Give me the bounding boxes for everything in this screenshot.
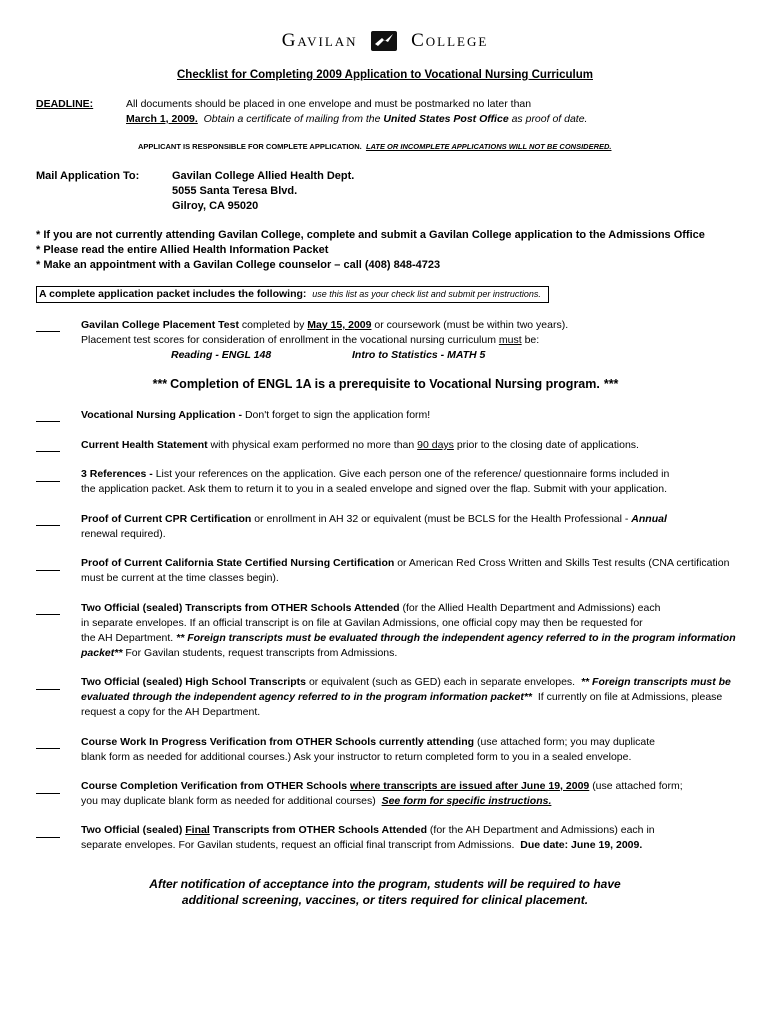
see-form-link: See form for specific instructions. bbox=[381, 795, 552, 807]
item-text: (for the AH Department and Admissions) each in bbox=[429, 824, 655, 836]
item-course-completion bbox=[81, 779, 731, 809]
hawk-logo-icon bbox=[370, 30, 398, 52]
placement-date: May 15, 2009 bbox=[307, 319, 372, 331]
stars: *** bbox=[152, 377, 167, 391]
deadline-end: as proof of date. bbox=[511, 113, 588, 125]
checkbox-blank[interactable] bbox=[36, 525, 60, 526]
item-text: For Gavilan students, request transcripts from Admissions. bbox=[125, 647, 398, 659]
deadline-label: DEADLINE: bbox=[36, 98, 94, 110]
college-header bbox=[0, 27, 770, 54]
deadline-line1: All documents should be placed in one envelope and must be postmarked no later than bbox=[126, 98, 532, 110]
item-text: the AH Department. bbox=[81, 632, 174, 644]
item-title: 3 References - bbox=[81, 468, 153, 480]
checkbox-blank[interactable] bbox=[36, 689, 60, 690]
item-text: (use attached form; bbox=[592, 780, 683, 792]
deadline-date: March 1, 2009. bbox=[126, 113, 198, 125]
deadline-text bbox=[126, 97, 587, 127]
footer-line: additional screening, vaccines, or titers required for clinical placement. bbox=[181, 893, 589, 907]
checkbox-blank[interactable] bbox=[36, 331, 60, 332]
college-name-left: Gavilan bbox=[281, 29, 358, 51]
foreign-note: ** Foreign transcripts must be evaluated through the independent agency referred to in the program information bbox=[176, 632, 736, 644]
item-text: with physical exam performed no more than bbox=[210, 439, 415, 451]
college-name-right: College bbox=[411, 29, 489, 51]
stats-req: Intro to Statistics - MATH 5 bbox=[352, 349, 486, 361]
mail-line3: Gilroy, CA 95020 bbox=[172, 200, 259, 212]
checkbox-blank[interactable] bbox=[36, 837, 60, 838]
checkbox-blank[interactable] bbox=[36, 451, 60, 452]
footer-note bbox=[0, 876, 770, 908]
item-transcripts bbox=[81, 601, 736, 661]
due-date: Due date: June 19, 2009. bbox=[520, 839, 643, 851]
item-text: must be current at the time classes begin). bbox=[81, 572, 279, 584]
item-text: Don't forget to sign the application form! bbox=[244, 409, 431, 421]
item-text: request a copy for the AH Department. bbox=[81, 706, 261, 718]
item-text: in separate envelopes. If an official transcript is on file at Gavilan Admissions, one official copy may then be requested for bbox=[81, 617, 643, 629]
item-title: Two Official (sealed) Transcripts from OTHER Schools Attended bbox=[81, 602, 400, 614]
must-text: must bbox=[498, 334, 522, 346]
item-text: prior to the closing date of applications. bbox=[456, 439, 639, 451]
item-text: be: bbox=[524, 334, 540, 346]
transcripts-after-note: where transcripts are issued after June 19, 2009 bbox=[349, 780, 590, 792]
item-title: Vocational Nursing Application - bbox=[81, 409, 243, 421]
box-heading: A complete application packet includes the following: bbox=[39, 288, 307, 300]
mail-address bbox=[172, 169, 354, 214]
item-placement-test bbox=[81, 318, 731, 363]
bullet-item: * Make an appointment with a Gavilan College counselor – call (408) 848-4723 bbox=[36, 259, 441, 271]
item-text: or American Red Cross Written and Skills Test results (CNA certification bbox=[397, 557, 730, 569]
foreign-note: ** Foreign transcripts must be bbox=[580, 676, 731, 688]
item-text: If currently on file at Admissions, please bbox=[537, 691, 723, 703]
bullet-list bbox=[36, 228, 705, 273]
reading-req: Reading - ENGL 148 bbox=[171, 349, 272, 361]
item-title: Course Work In Progress Verification from OTHER Schools currently attending bbox=[81, 736, 475, 748]
item-text: or enrollment in AH 32 or equivalent (must be BCLS for the Health Professional - bbox=[254, 513, 629, 525]
item-title: Two Official (sealed) High School Transcripts bbox=[81, 676, 307, 688]
item-title: Proof of Current California State Certified Nursing Certification bbox=[81, 557, 395, 569]
item-cna bbox=[81, 556, 731, 586]
checkbox-blank[interactable] bbox=[36, 793, 60, 794]
item-text: (use attached form; you may duplicate bbox=[476, 736, 655, 748]
item-title: Course Completion Verification from OTHER Schools bbox=[81, 780, 348, 792]
mail-label: Mail Application To: bbox=[36, 170, 140, 182]
item-vn-application bbox=[81, 408, 731, 423]
checkbox-blank[interactable] bbox=[36, 614, 60, 615]
deadline-instruction: Obtain a certificate of mailing from the bbox=[203, 113, 381, 125]
final-word: Final bbox=[185, 824, 210, 836]
foreign-note: evaluated through the independent agency referred to in the program information packet** bbox=[81, 691, 532, 703]
item-text: blank form as needed for additional courses.) Ask your instructor to return completed form to you in a sealed envelope. bbox=[81, 751, 632, 763]
item-text: separate envelopes. For Gavilan students, request an official final transcript from Admissions. bbox=[81, 839, 515, 851]
item-text: Placement test scores for consideration of enrollment in the vocational nursing curriculum bbox=[81, 334, 496, 346]
days-text: 90 days bbox=[417, 439, 454, 451]
item-title: Two Official (sealed) bbox=[81, 824, 183, 836]
item-title: Proof of Current CPR Certification bbox=[81, 513, 252, 525]
item-title: Transcripts from OTHER Schools Attended bbox=[212, 824, 427, 836]
notice-late: LATE OR INCOMPLETE APPLICATIONS WILL NOT BE CONSIDERED. bbox=[365, 142, 612, 151]
item-text: completed by bbox=[241, 319, 305, 331]
item-title: Current Health Statement bbox=[81, 439, 208, 451]
item-health-statement bbox=[81, 438, 731, 453]
item-text: List your references on the application. Give each person one of the reference/ questionnaire forms included in bbox=[155, 468, 670, 480]
box-instruction: use this list as your check list and submit per instructions. bbox=[312, 289, 541, 299]
item-course-in-progress bbox=[81, 735, 731, 765]
item-text: you may duplicate blank form as needed for additional courses) bbox=[81, 795, 376, 807]
bullet-item: * Please read the entire Allied Health Information Packet bbox=[36, 244, 329, 256]
item-final-transcripts bbox=[81, 823, 731, 853]
item-text: renewal required). bbox=[81, 528, 166, 540]
item-text: or coursework (must be within two years). bbox=[374, 319, 569, 331]
item-title: Gavilan College Placement Test bbox=[81, 319, 239, 331]
checkbox-blank[interactable] bbox=[36, 481, 60, 482]
item-references bbox=[81, 467, 731, 497]
notice-responsible: APPLICANT IS RESPONSIBLE FOR COMPLETE APPLICATION. bbox=[138, 142, 362, 151]
notice bbox=[138, 139, 612, 154]
prereq-text: Completion of ENGL 1A is a prerequisite to Vocational Nursing program. bbox=[170, 377, 600, 391]
packet-includes-box bbox=[36, 286, 549, 303]
footer-line: After notification of acceptance into the program, students will be required to have bbox=[149, 877, 621, 891]
bullet-item: * If you are not currently attending Gavilan College, complete and submit a Gavilan College application to the Admissions Office bbox=[36, 229, 705, 241]
item-text: (for the Allied Health Department and Admissions) each bbox=[402, 602, 661, 614]
page-title: Checklist for Completing 2009 Application to Vocational Nursing Curriculum bbox=[177, 69, 593, 81]
post-office: United States Post Office bbox=[383, 113, 509, 125]
checkbox-blank[interactable] bbox=[36, 570, 60, 571]
checkbox-blank[interactable] bbox=[36, 748, 60, 749]
item-text: or equivalent (such as GED) each in separate envelopes. bbox=[308, 676, 576, 688]
deadline-line2 bbox=[126, 112, 587, 127]
checkbox-blank[interactable] bbox=[36, 421, 60, 422]
foreign-note: packet** bbox=[81, 647, 123, 659]
annual-text: Annual bbox=[631, 513, 667, 525]
prerequisite-note bbox=[0, 377, 770, 392]
item-text: the application packet. Ask them to return it to you in a sealed envelope and signed over the flap. Submit with your application. bbox=[81, 483, 668, 495]
item-cpr bbox=[81, 512, 731, 542]
mail-line1: Gavilan College Allied Health Dept. bbox=[172, 170, 355, 182]
stars: *** bbox=[603, 377, 618, 391]
item-high-school bbox=[81, 675, 731, 720]
mail-line2: 5055 Santa Teresa Blvd. bbox=[172, 185, 298, 197]
